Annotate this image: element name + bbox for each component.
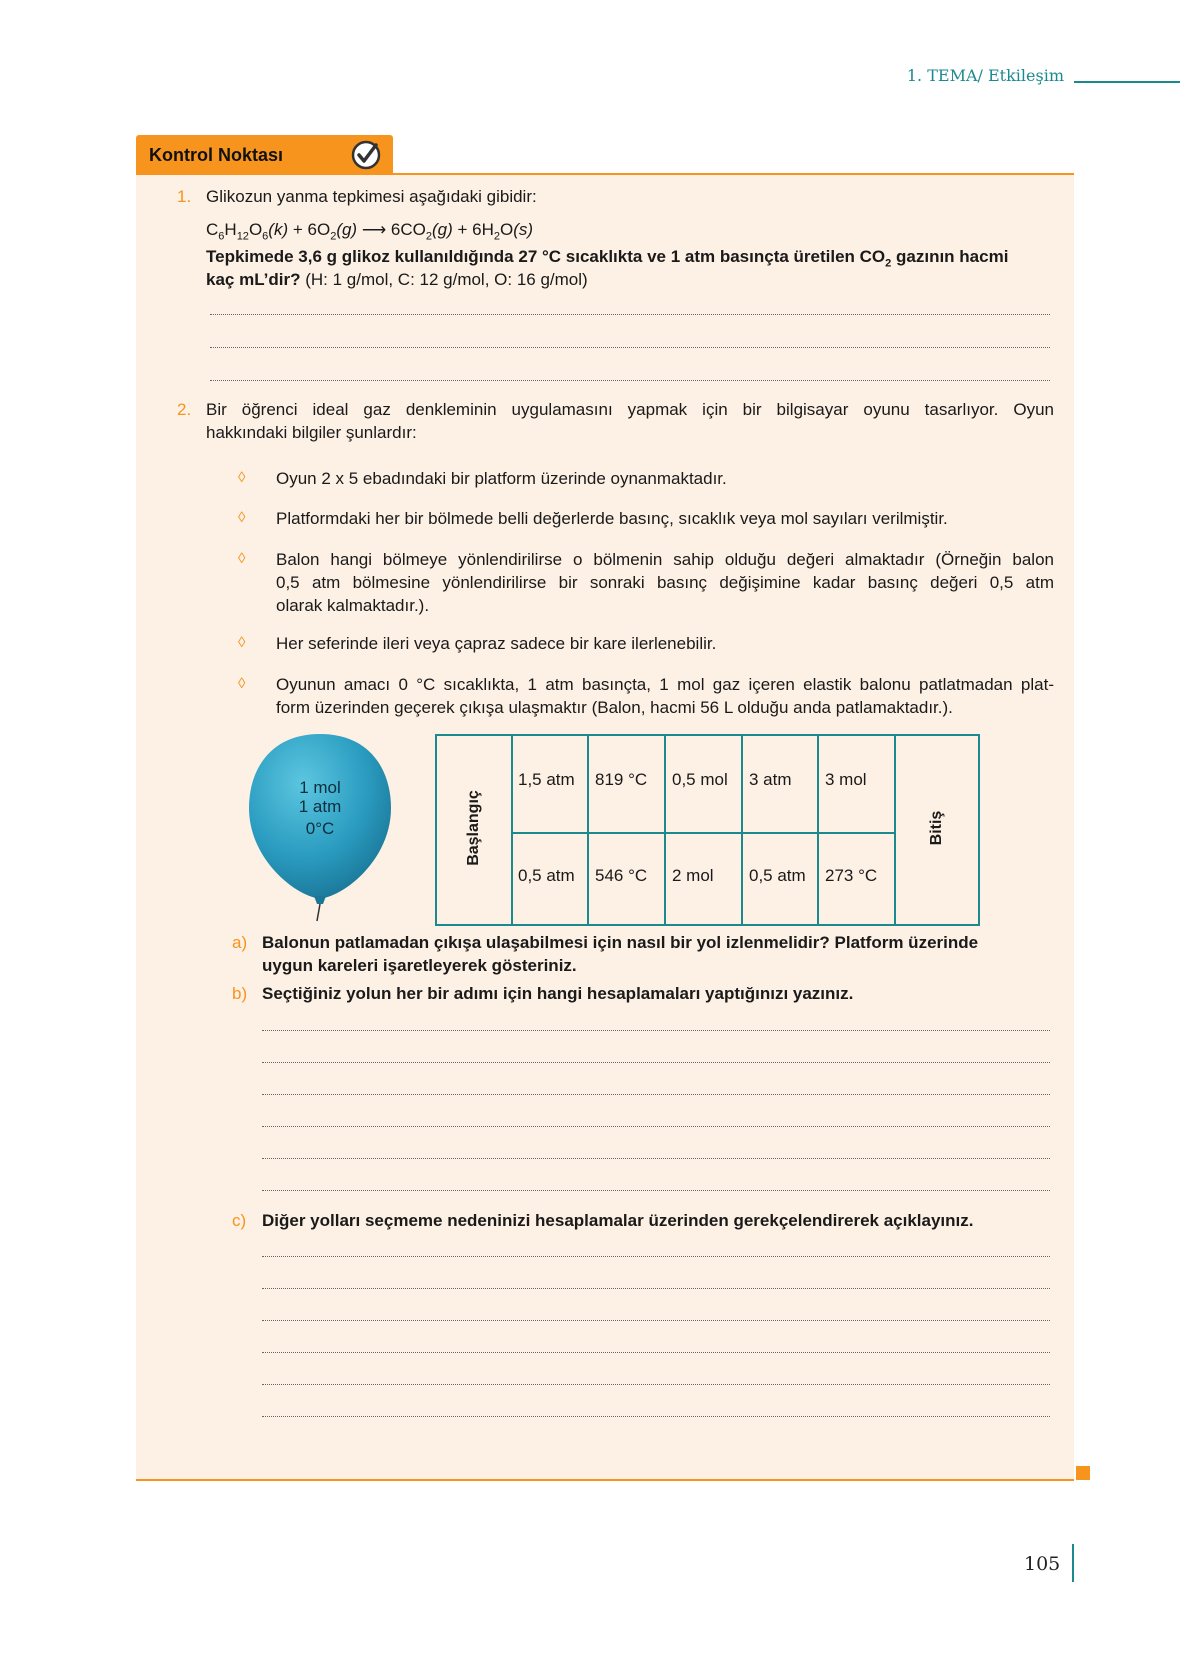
answer-line	[210, 347, 1050, 348]
sub-a-label: a)	[232, 933, 248, 952]
balloon-pressure: 1 atm	[298, 797, 342, 816]
platform-cell[interactable]: 2 mol	[672, 866, 714, 885]
q2-intro-line2: hakkındaki bilgiler şunlardır:	[206, 423, 417, 442]
bullet-text: Oyun 2 x 5 ebadındaki bir platform üzerinde oynanmaktadır.	[276, 469, 727, 488]
sub-a-text-line1: Balonun patlamadan çıkışa ulaşabilmesi için nasıl bir yol izlenmelidir? Platform üzerinde	[262, 933, 979, 952]
end-marker-icon	[1076, 1466, 1090, 1480]
answer-line	[262, 1256, 1050, 1257]
q1-question-line2: kaç mL’dir? (H: 1 g/mol, C: 12 g/mol, O: 16 g/mol)	[206, 270, 588, 289]
grid-divider	[894, 736, 896, 924]
bullet-text: 0,5 atm bölmesine yönlendirilirse bir sonraki basınç değişimine kadar basınç değeri 0,5 atm	[276, 573, 1054, 592]
answer-line	[262, 1030, 1050, 1031]
sub-c-text: Diğer yolları seçmeme nedeninizi hesaplamalar üzerinden gerekçelendirerek açıklayınız.	[262, 1211, 974, 1230]
q1-number: 1.	[177, 187, 192, 206]
grid-divider	[511, 736, 513, 924]
grid-divider	[817, 736, 819, 924]
platform-cell[interactable]: 273 °C	[825, 866, 878, 885]
sub-b-label: b)	[232, 984, 248, 1003]
q1-equation: $C_6H_{12}O_6(k) + 6O_2(g)$ ⟶ $6CO_2(g) + 6H_2O(s)$	[206, 220, 534, 243]
sub-a-text-line2: uygun kareleri işaretleyerek gösteriniz.	[262, 956, 577, 975]
sub-b-text: Seçtiğiniz yolun her bir adımı için hangi hesaplamaları yaptığınızı yazınız.	[262, 984, 854, 1003]
balloon-temperature: 0°C	[305, 819, 335, 838]
page-number-bar	[1072, 1544, 1074, 1582]
bullet-icon: ◊	[238, 634, 246, 651]
q2-intro-line1: Bir öğrenci ideal gaz denkleminin uygulamasını yapmak için bir bilgisayar oyunu tasarlıyor. Oyun	[206, 400, 1054, 419]
bullet-icon: ◊	[238, 675, 246, 692]
platform-cell[interactable]: 0,5 atm	[518, 866, 575, 885]
q1-question-line1: Tepkimede 3,6 g glikoz kullanıldığında 27 °C sıcaklıkta ve 1 atm basınçta üretilen $CO_2$ gazının hacmi	[206, 247, 1009, 270]
platform-cell[interactable]: 546 °C	[595, 866, 648, 885]
bullet-text: olarak kalmaktadır.).	[276, 596, 430, 615]
answer-line	[210, 380, 1050, 381]
bullet-text: form üzerinden geçerek çıkışa ulaşmaktır (Balon, hacmi 56 L olduğu anda patlamaktadır.).	[276, 698, 953, 717]
q1-intro: Glikozun yanma tepkimesi aşağıdaki gibidir:	[206, 187, 537, 206]
bullet-icon: ◊	[238, 509, 246, 526]
answer-line	[262, 1416, 1050, 1417]
end-label: Bitiş	[928, 810, 945, 846]
answer-line	[210, 314, 1050, 315]
header-rule	[1074, 81, 1180, 83]
box-bottom-rule	[136, 1479, 1074, 1481]
answer-line	[262, 1094, 1050, 1095]
bullet-text: Balon hangi bölmeye yönlendirilirse o bölmenin sahip olduğu değeri almaktadır (Örneğin balon	[276, 550, 1054, 569]
section-title: Kontrol Noktası	[149, 145, 284, 165]
bullet-text: Platformdaki her bir bölmede belli değerlerde basınç, sıcaklık veya mol sayıları verilmiştir.	[276, 509, 948, 528]
answer-line	[262, 1126, 1050, 1127]
platform-cell[interactable]: 3 atm	[749, 770, 792, 789]
platform-grid	[435, 734, 980, 926]
answer-line	[262, 1384, 1050, 1385]
bullet-text: Oyunun amacı 0 °C sıcaklıkta, 1 atm basınçta, 1 mol gaz içeren elastik balonu patlatmadan plat-	[276, 675, 1054, 694]
platform-cell[interactable]: 3 mol	[825, 770, 867, 789]
start-label: Başlangıç	[465, 790, 482, 866]
answer-line	[262, 1320, 1050, 1321]
grid-divider	[511, 832, 896, 834]
q2-number: 2.	[177, 400, 192, 419]
sub-c-label: c)	[232, 1211, 247, 1230]
section-tab	[136, 135, 393, 174]
running-header: 1. TEMA/ Etkileşim	[906, 66, 1064, 85]
grid-divider	[587, 736, 589, 924]
answer-line	[262, 1288, 1050, 1289]
page-number: 105	[1024, 1553, 1061, 1575]
answer-line	[262, 1062, 1050, 1063]
platform-cell[interactable]: 0,5 mol	[672, 770, 728, 789]
check-circle-icon	[350, 139, 382, 171]
grid-divider	[664, 736, 666, 924]
platform-cell[interactable]: 819 °C	[595, 770, 648, 789]
balloon-moles: 1 mol	[299, 778, 341, 797]
bullet-text: Her seferinde ileri veya çapraz sadece bir kare ilerlenebilir.	[276, 634, 717, 653]
bullet-icon: ◊	[238, 550, 246, 567]
bullet-icon: ◊	[238, 469, 246, 486]
answer-line	[262, 1158, 1050, 1159]
answer-line	[262, 1190, 1050, 1191]
grid-divider	[741, 736, 743, 924]
platform-cell[interactable]: 1,5 atm	[518, 770, 575, 789]
platform-cell[interactable]: 0,5 atm	[749, 866, 806, 885]
answer-line	[262, 1352, 1050, 1353]
